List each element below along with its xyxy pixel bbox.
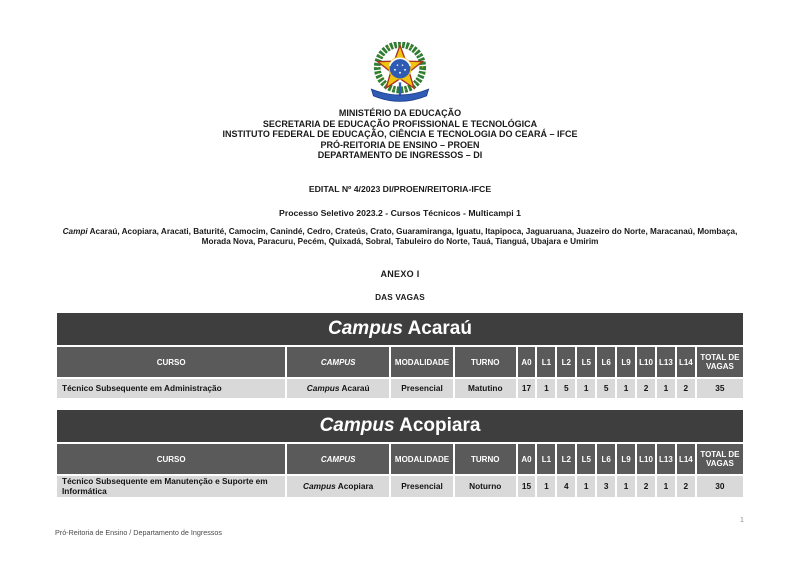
cell-l5: 1 bbox=[576, 378, 596, 399]
col-header-l14: L14 bbox=[676, 346, 696, 378]
table-header-row bbox=[56, 443, 744, 475]
col-header-l2: L2 bbox=[556, 443, 576, 475]
col-header-total: TOTAL DE VAGAS bbox=[696, 443, 744, 475]
cell-l6: 5 bbox=[596, 378, 616, 399]
col-header-curso: CURSO bbox=[56, 346, 286, 378]
cell-l6: 3 bbox=[596, 475, 616, 498]
header-line-di: DEPARTAMENTO DE INGRESSOS – DI bbox=[317, 150, 483, 161]
col-header-turno: TURNO bbox=[454, 346, 517, 378]
table-row bbox=[56, 475, 744, 498]
cell-l13: 1 bbox=[656, 475, 676, 498]
table-title-campus-acopiara: Campus Acopiara bbox=[56, 409, 744, 443]
col-header-l1: L1 bbox=[536, 443, 556, 475]
col-header-l13: L13 bbox=[656, 346, 676, 378]
col-header-l5: L5 bbox=[576, 346, 596, 378]
das-vagas-heading: DAS VAGAS bbox=[375, 293, 425, 302]
table-header-row bbox=[56, 346, 744, 378]
cell-total: 35 bbox=[696, 378, 744, 399]
cell-a0: 17 bbox=[517, 378, 537, 399]
col-header-turno: TURNO bbox=[454, 443, 517, 475]
table-row bbox=[56, 378, 744, 399]
cell-l10: 2 bbox=[636, 378, 656, 399]
government-header bbox=[0, 108, 800, 161]
col-header-l1: L1 bbox=[536, 346, 556, 378]
col-header-l5: L5 bbox=[576, 443, 596, 475]
col-header-l6: L6 bbox=[596, 346, 616, 378]
col-header-l9: L9 bbox=[616, 346, 636, 378]
col-header-l14: L14 bbox=[676, 443, 696, 475]
cell-turno: Matutino bbox=[454, 378, 517, 399]
cell-modalidade: Presencial bbox=[390, 475, 454, 498]
campi-label: Campi bbox=[62, 227, 88, 236]
cell-l5: 1 bbox=[576, 475, 596, 498]
col-header-l9: L9 bbox=[616, 443, 636, 475]
campi-paragraph bbox=[0, 227, 800, 247]
header-line-proen: PRÓ-REITORIA DE ENSINO – PROEN bbox=[320, 139, 480, 150]
cell-l13: 1 bbox=[656, 378, 676, 399]
col-header-l10: L10 bbox=[636, 346, 656, 378]
col-header-modalidade: MODALIDADE bbox=[390, 443, 454, 475]
cell-curso: Técnico Subsequente em Manutenção e Suporte em Informática bbox=[56, 475, 286, 498]
header-line-instituto: INSTITUTO FEDERAL DE EDUCAÇÃO, CIÊNCIA E TECNOLOGIA DO CEARÁ – IFCE bbox=[222, 129, 578, 140]
cell-l2: 4 bbox=[556, 475, 576, 498]
anexo-heading: ANEXO I bbox=[380, 269, 420, 279]
col-header-l13: L13 bbox=[656, 443, 676, 475]
cell-campus: Campus Acopiara bbox=[286, 475, 390, 498]
vagas-table-acopiara bbox=[55, 408, 745, 499]
col-header-a0: A0 bbox=[517, 443, 537, 475]
processo-subtitle: Processo Seletivo 2023.2 - Cursos Técnicos - Multicampi 1 bbox=[279, 208, 521, 218]
col-header-l2: L2 bbox=[556, 346, 576, 378]
col-header-a0: A0 bbox=[517, 346, 537, 378]
footer-text: Pró-Reitoria de Ensino / Departamento de Ingressos bbox=[55, 528, 222, 537]
header-line-ministerio: MINISTÉRIO DA EDUCAÇÃO bbox=[338, 108, 462, 118]
cell-a0: 15 bbox=[517, 475, 537, 498]
cell-campus: Campus Acaraú bbox=[286, 378, 390, 399]
cell-turno: Noturno bbox=[454, 475, 517, 498]
col-header-l6: L6 bbox=[596, 443, 616, 475]
table-title-campus-acarau: Campus Acaraú bbox=[56, 312, 744, 346]
campi-list: Acaraú, Acopiara, Aracati, Baturité, Camocim, Canindé, Cedro, Crateús, Crato, Guaramiranga, Iguatu, Itapipoca, Jaguaruana, Juazeiro do Norte, Maracanaú, Mombaça, Morada Nova, Paracuru, Pecém, Quixadá, Sobral, Tabuleiro do Norte, Tauá, Tianguá, Ubajara e Umirim bbox=[89, 227, 738, 246]
cell-l14: 2 bbox=[676, 378, 696, 399]
header-line-secretaria: SECRETARIA DE EDUCAÇÃO PROFISSIONAL E TECNOLÓGICA bbox=[262, 118, 538, 129]
col-header-curso: CURSO bbox=[56, 443, 286, 475]
cell-l14: 2 bbox=[676, 475, 696, 498]
cell-l9: 1 bbox=[616, 475, 636, 498]
cell-curso: Técnico Subsequente em Administração bbox=[56, 378, 286, 399]
col-header-l10: L10 bbox=[636, 443, 656, 475]
cell-l1: 1 bbox=[536, 378, 556, 399]
col-header-total: TOTAL DE VAGAS bbox=[696, 346, 744, 378]
cell-l2: 5 bbox=[556, 378, 576, 399]
vagas-table-acarau bbox=[55, 311, 745, 400]
cell-l9: 1 bbox=[616, 378, 636, 399]
page-number: 1 bbox=[740, 517, 744, 524]
cell-l10: 2 bbox=[636, 475, 656, 498]
brazil-coat-of-arms-icon bbox=[357, 42, 443, 111]
col-header-campus: CAMPUS bbox=[286, 346, 390, 378]
cell-total: 30 bbox=[696, 475, 744, 498]
col-header-modalidade: MODALIDADE bbox=[390, 346, 454, 378]
cell-modalidade: Presencial bbox=[390, 378, 454, 399]
cell-l1: 1 bbox=[536, 475, 556, 498]
edital-title: EDITAL Nº 4/2023 DI/PROEN/REITORIA-IFCE bbox=[308, 184, 492, 194]
col-header-campus: CAMPUS bbox=[286, 443, 390, 475]
